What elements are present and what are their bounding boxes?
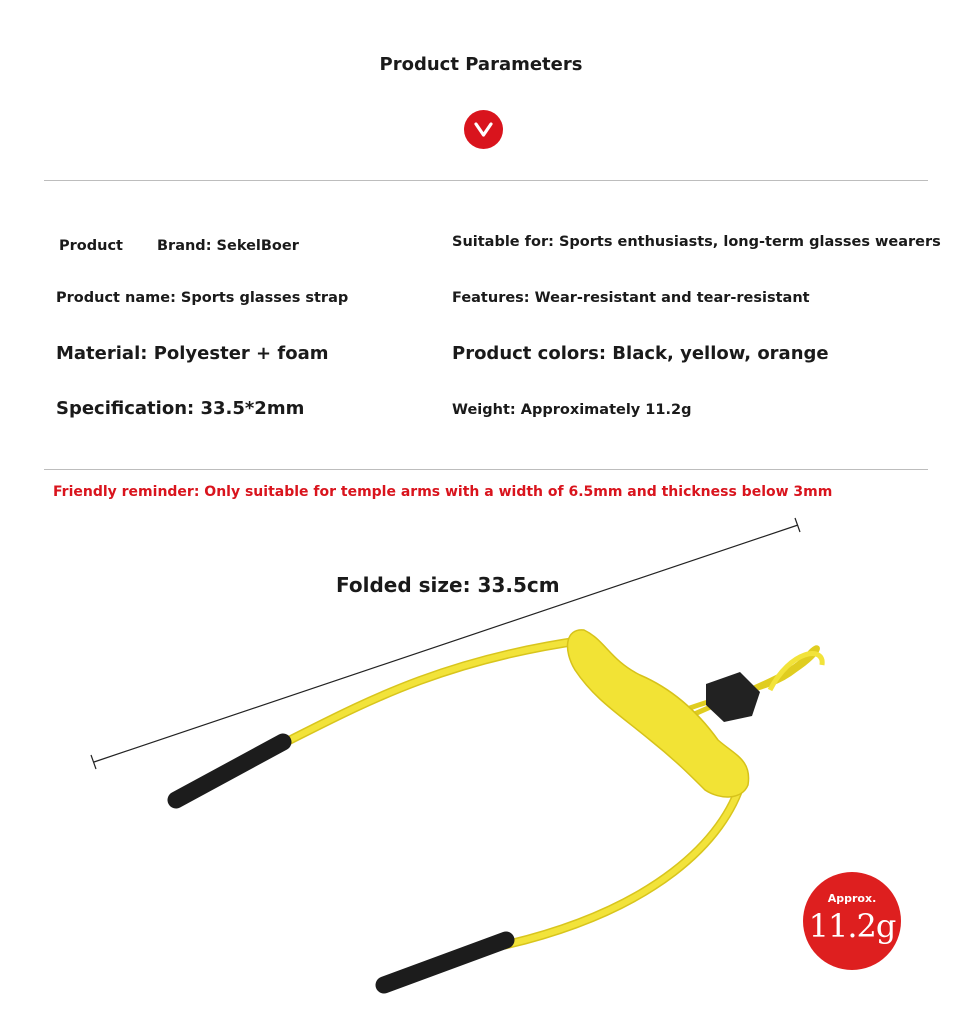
folded-size-label: Folded size: 33.5cm (336, 573, 560, 597)
param-brand: Brand: SekelBoer (157, 238, 299, 254)
page-title: Product Parameters (379, 54, 583, 75)
weight-badge-value: 11.2g (808, 907, 896, 945)
param-weight: Weight: Approximately 11.2g (452, 402, 692, 418)
param-material: Material: Polyester + foam (56, 343, 329, 364)
param-features: Features: Wear-resistant and tear-resistant (452, 290, 810, 306)
param-suitable-for: Suitable for: Sports enthusiasts, long-term glasses wearers (452, 234, 941, 250)
ear-tip-left (176, 742, 283, 800)
cord-lock (706, 672, 760, 722)
param-specification: Specification: 33.5*2mm (56, 398, 305, 419)
weight-badge-approx: Approx. (827, 892, 877, 905)
param-product-name: Product name: Sports glasses strap (56, 290, 349, 306)
param-product-label: Product (59, 238, 123, 254)
param-colors: Product colors: Black, yellow, orange (452, 343, 829, 364)
ear-tip-right (384, 940, 506, 985)
friendly-reminder: Friendly reminder: Only suitable for temple arms with a width of 6.5mm and thickness below 3mm (53, 484, 833, 500)
weight-badge (803, 872, 901, 970)
